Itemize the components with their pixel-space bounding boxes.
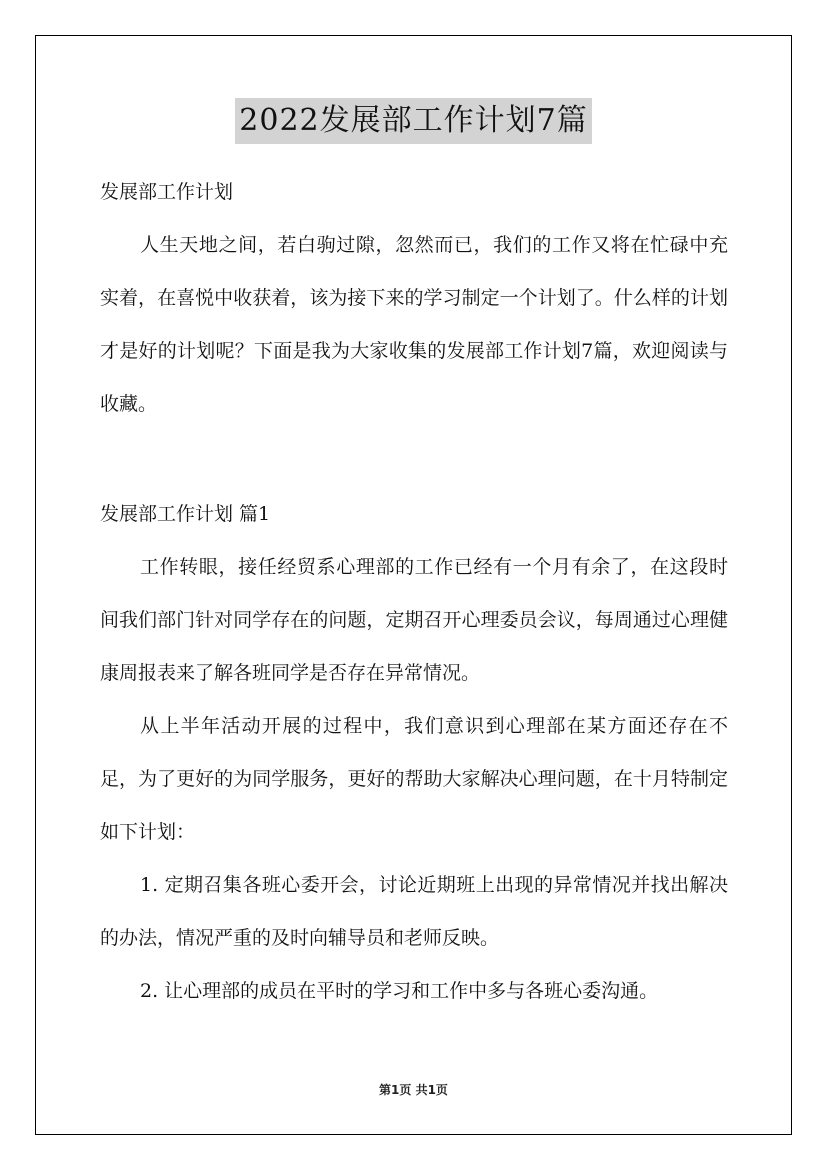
intro-heading: 发展部工作计划 — [100, 181, 234, 203]
page-footer: 第1页 共1页 — [379, 1083, 448, 1097]
list-item-1: 1. 定期召集各班心委开会，讨论近期班上出现的异常情况并找出解决的办法，情况严重的及时向辅导员和老师反映。 — [100, 874, 728, 949]
document-body — [100, 166, 728, 1018]
intro-paragraph: 人生天地之间，若白驹过隙，忽然而已，我们的工作又将在忙碌中充实着，在喜悦中收获着，该为接下来的学习制定一个计划了。什么样的计划才是好的计划呢？下面是我为大家收集的发展部工作计划7篇，欢迎阅读与收藏。 — [100, 234, 728, 415]
title-container — [0, 98, 827, 144]
section-spacer — [100, 431, 728, 488]
document-title: 2022发展部工作计划7篇 — [235, 98, 591, 144]
list-item-2: 2. 让心理部的成员在平时的学习和工作中多与各班心委沟通。 — [140, 980, 659, 1002]
section-heading: 发展部工作计划 篇1 — [100, 503, 271, 525]
body-paragraph: 从上半年活动开展的过程中，我们意识到心理部在某方面还存在不足，为了更好的为同学服务，更好的帮助大家解决心理问题，在十月特制定如下计划： — [100, 715, 728, 843]
body-paragraph: 工作转眼，接任经贸系心理部的工作已经有一个月有余了，在这段时间我们部门针对同学存在的问题，定期召开心理委员会议，每周通过心理健康周报表来了解各班同学是否存在异常情况。 — [100, 556, 728, 684]
